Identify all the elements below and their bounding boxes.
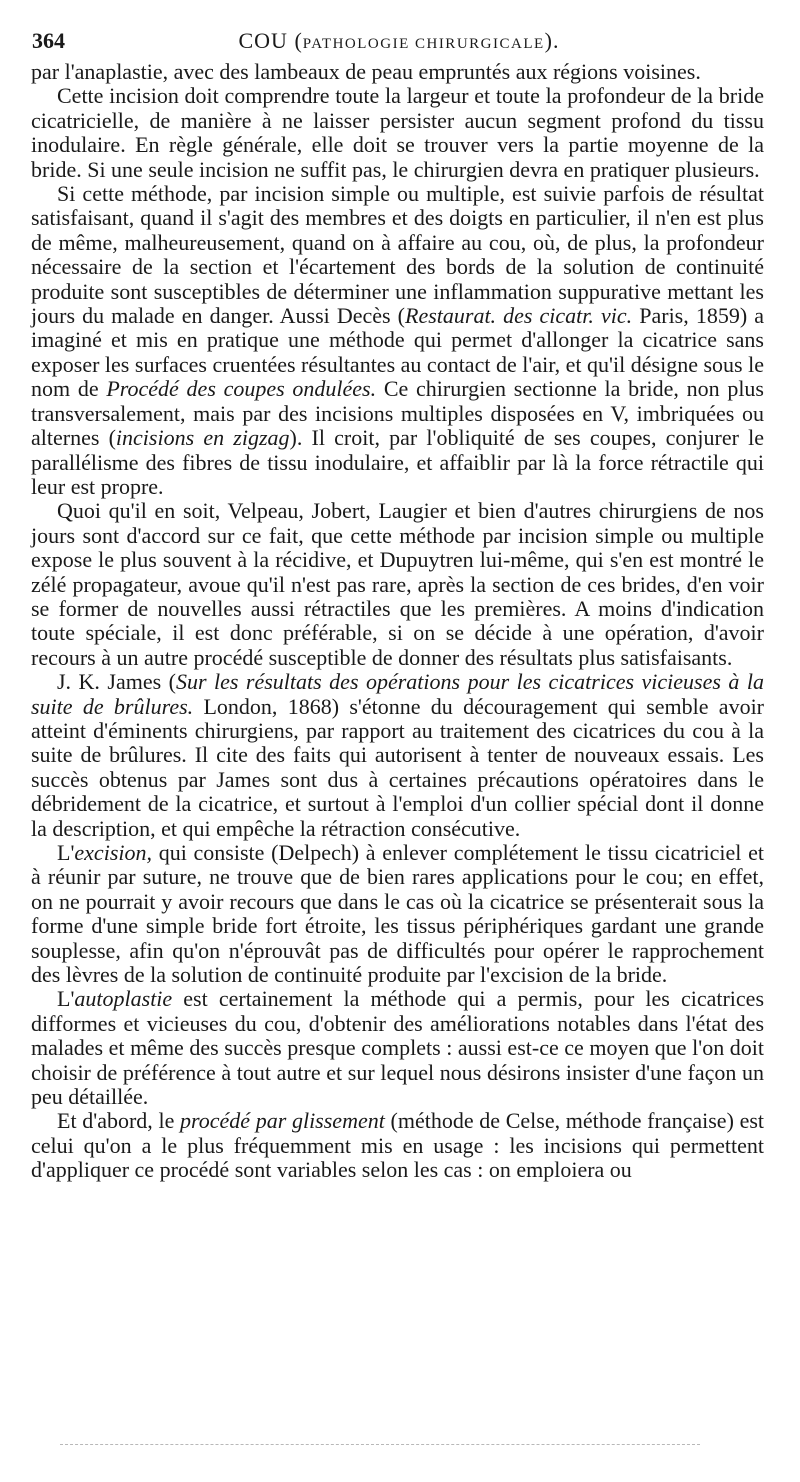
- paragraph: [31, 841, 764, 987]
- paragraph-text: (méthode de Celse, méthode française) est celui qu'on a le plus fréquemment mis en usage : les incisions qui permettent d'appliquer ce procédé sont variables selon les cas : on emploiera ou: [31, 1108, 765, 1183]
- running-title: [32, 28, 766, 54]
- paragraph: [31, 670, 764, 841]
- running-title-subtitle: PATHOLOGIE CHIRURGICALE: [302, 36, 545, 52]
- page-bottom-rule: [60, 1444, 700, 1445]
- body-text: [31, 60, 764, 1183]
- running-title-end: ).: [544, 28, 560, 53]
- paragraph: [31, 84, 764, 182]
- page-number: 364: [32, 28, 65, 53]
- italic-text: incisions en zigzag: [115, 425, 290, 451]
- paragraph: [31, 987, 764, 1109]
- paragraph-text: L': [57, 986, 75, 1012]
- running-header: [32, 24, 766, 60]
- paragraph-text: est certainement la méthode qui a permis, pour les cicatrices difformes et vicieuses du cou, d'obtenir des améliorations notables dans l'état des malades et même des succès presque complets : aussi est-ce ce moyen que l'on doit choisir de préférence à tout autre et sur lequel nous désirons insister d'une façon un peu détaillée.: [31, 986, 764, 1110]
- italic-text: procédé par glissement: [180, 1108, 385, 1134]
- paragraph-text: London, 1868) s'étonne du découragement qui semble avoir atteint d'éminents chirurgiens, par rapport au traitement des cicatrices du cou à la suite de brûlures. Il cite des faits qui autorisent à tenter de nouveaux essais. Les succès obtenus par James sont dus à certaines précautions opératoires dans le débridement de la cicatrice, et surtout à l'emploi d'un collier spécial dont il donne la description, et qui empêche la rétraction consécutive.: [31, 693, 765, 841]
- paragraph: [31, 499, 764, 670]
- italic-text: Procédé des coupes ondulées.: [106, 376, 377, 402]
- running-title-main: COU (: [238, 28, 303, 53]
- paragraph-text: Cette incision doit comprendre toute la largeur et toute la profondeur de la bride cicatricielle, de manière à ne laisser persister aucun segment profond du tissu inodulaire. En règle générale, elle doit se trouver vers la partie moyenne de la bride. Si une seule incision ne suffit pas, le chirurgien devra en pratiquer plusieurs.: [31, 83, 764, 182]
- paragraph: [31, 1109, 764, 1182]
- paragraph-text: Quoi qu'il en soit, Velpeau, Jobert, Laugier et bien d'autres chirurgiens de nos jours sont d'accord sur ce fait, que cette méthode par incision simple ou multiple expose le plus souvent à la récidive, et Dupuytren lui-même, qui s'en est montré le zélé propagateur, avoue qu'il n'est pas rare, après la section de ces brides, d'en voir se former de nouvelles aussi rétractiles que les premières. A moins d'indication toute spéciale, il est donc préférable, si on se décide à une opération, d'avoir recours à un autre procédé susceptible de donner des résultats plus satisfaisants.: [31, 498, 764, 670]
- paragraph-text: ). Il croit, par l'obliquité de ses coupes, conjurer le parallélisme des fibres de tissu inodulaire, et affaiblir par là la force rétractile qui leur est propre.: [31, 425, 765, 499]
- paragraph-text: Paris, 1859) a imaginé et mis en pratique une méthode qui permet d'allonger la cicatrice sans exposer les surfaces cruentées résultantes au contact de l'air, et qu'il désigne sous le nom de: [31, 303, 764, 402]
- paragraph: [31, 182, 764, 499]
- paragraph-text: Et d'abord, le: [57, 1108, 181, 1134]
- italic-text: Restaurat. des cicatr. vic.: [405, 303, 633, 329]
- paragraph-text: L': [57, 840, 75, 865]
- paragraph-text: qui consiste (Delpech) à enlever complétement le tissu cicatriciel et à réunir par suture, ne trouve que de bien rares applications pour le cou; en effet, on ne pourrait y avoir recours que dans le cas où la cicatrice se présenterait sous la forme d'une simple bride fort étroite, les tissus périphériques gardant une grande souplesse, afin qu'on n'éprouvât pas de difficultés pour opérer le rapprochement des lèvres de la solution de continuité produite par l'excision de la bride.: [31, 840, 764, 988]
- paragraph: [31, 60, 764, 84]
- paragraph-text: Ce chirurgien sectionne la bride, non plus transversalement, mais par des incisions multiples disposées en V, imbriquées ou alternes (: [31, 376, 764, 451]
- italic-text: excision,: [74, 840, 152, 865]
- paragraph-text: J. K. James (: [57, 669, 176, 695]
- paragraph-text: par l'anaplastie, avec des lambeaux de peau empruntés aux régions voisines.: [31, 59, 701, 84]
- italic-text: autoplastie: [74, 986, 173, 1012]
- italic-text: Sur les résultats des opérations pour les cicatrices vicieuses à la suite de brûlures.: [31, 669, 764, 719]
- paragraph-text: Si cette méthode, par incision simple ou multiple, est suivie parfois de résultat satisfaisant, quand il s'agit des membres et des doigts en particulier, il n'en est plus de même, malheureusement, quand on à affaire au cou, où, de plus, la profondeur nécessaire de la section et l'écartement des bords de la solution de continuité produite sont susceptibles de déterminer une inflammation suppurative mettant les jours du malade en danger. Aussi Decès (: [31, 181, 764, 329]
